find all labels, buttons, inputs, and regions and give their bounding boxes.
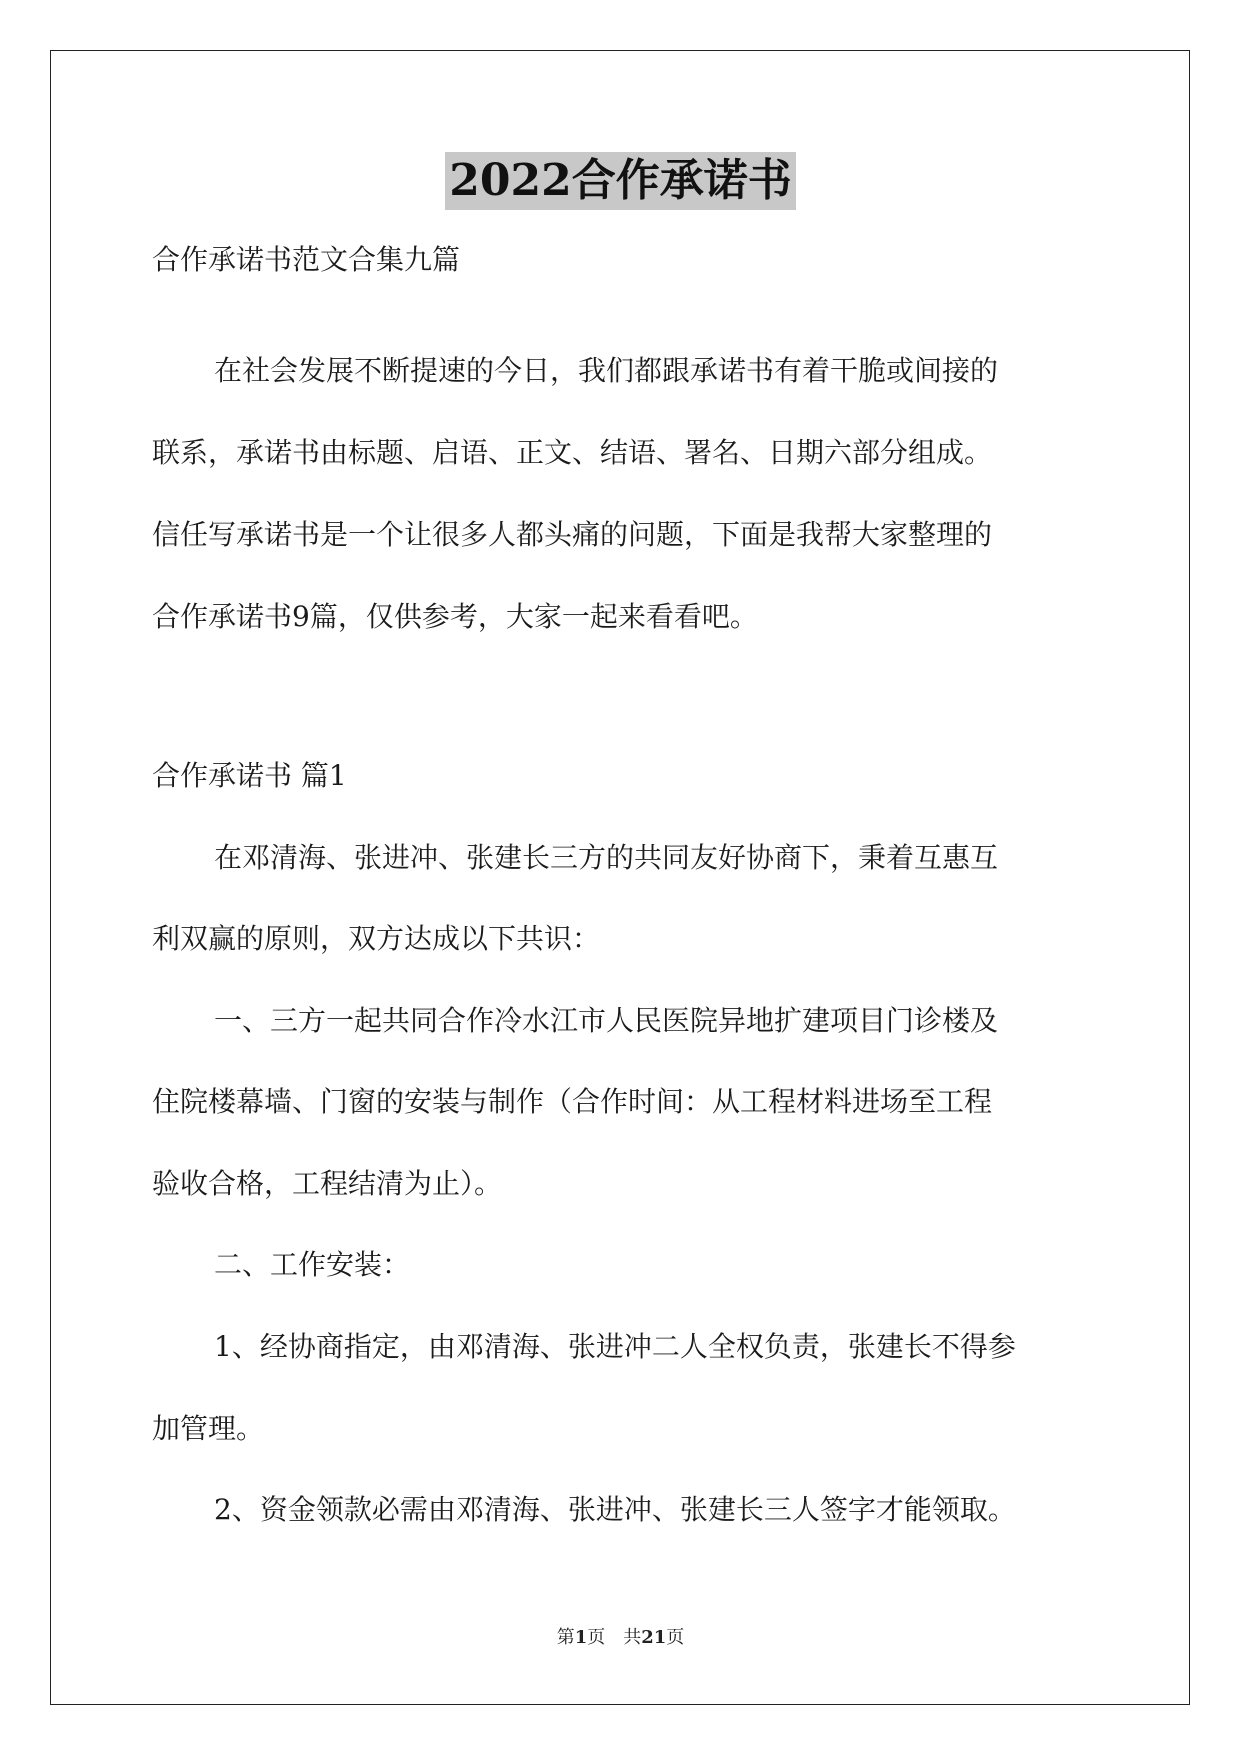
footer-prefix: 第: [556, 1627, 575, 1648]
intro-line-3: 信任写承诺书是一个让很多人都头痛的问题，下面是我帮大家整理的: [152, 518, 993, 551]
intro-line-4: 合作承诺书9篇，仅供参考，大家一起来看看吧。: [152, 600, 758, 633]
body-line-2: 利双赢的原则，双方达成以下共识：: [152, 922, 601, 955]
body-line-4: 住院楼幕墙、门窗的安装与制作（合作时间：从工程材料进场至工程: [152, 1085, 993, 1118]
body-line-7: 1、经协商指定，由邓清海、张进冲二人全权负责，张建长不得参: [214, 1330, 1016, 1363]
title-container: [0, 152, 1241, 210]
document-title: 2022合作承诺书: [445, 152, 795, 210]
body-line-6: 二、工作安装：: [214, 1248, 411, 1281]
document-subtitle: 合作承诺书范文合集九篇: [152, 243, 461, 276]
page-footer: [0, 1626, 1241, 1650]
footer-current-page: 1: [574, 1627, 588, 1648]
footer-suffix: 页: [666, 1627, 685, 1648]
body-line-9: 2、资金领款必需由邓清海、张进冲、张建长三人签字才能领取。: [214, 1493, 1016, 1526]
footer-total-pages: 21: [641, 1627, 667, 1648]
body-line-8: 加管理。: [152, 1412, 265, 1445]
body-line-3: 一、三方一起共同合作冷水江市人民医院异地扩建项目门诊楼及: [214, 1004, 999, 1037]
intro-line-1: 在社会发展不断提速的今日，我们都跟承诺书有着干脆或间接的: [214, 354, 999, 387]
section-heading: 合作承诺书 篇1: [152, 759, 347, 792]
footer-mid: 页 共: [587, 1627, 642, 1648]
body-line-1: 在邓清海、张进冲、张建长三方的共同友好协商下，秉着互惠互: [214, 841, 999, 874]
body-line-5: 验收合格，工程结清为止）。: [152, 1167, 503, 1200]
intro-line-2: 联系，承诺书由标题、启语、正文、结语、署名、日期六部分组成。: [152, 436, 993, 469]
